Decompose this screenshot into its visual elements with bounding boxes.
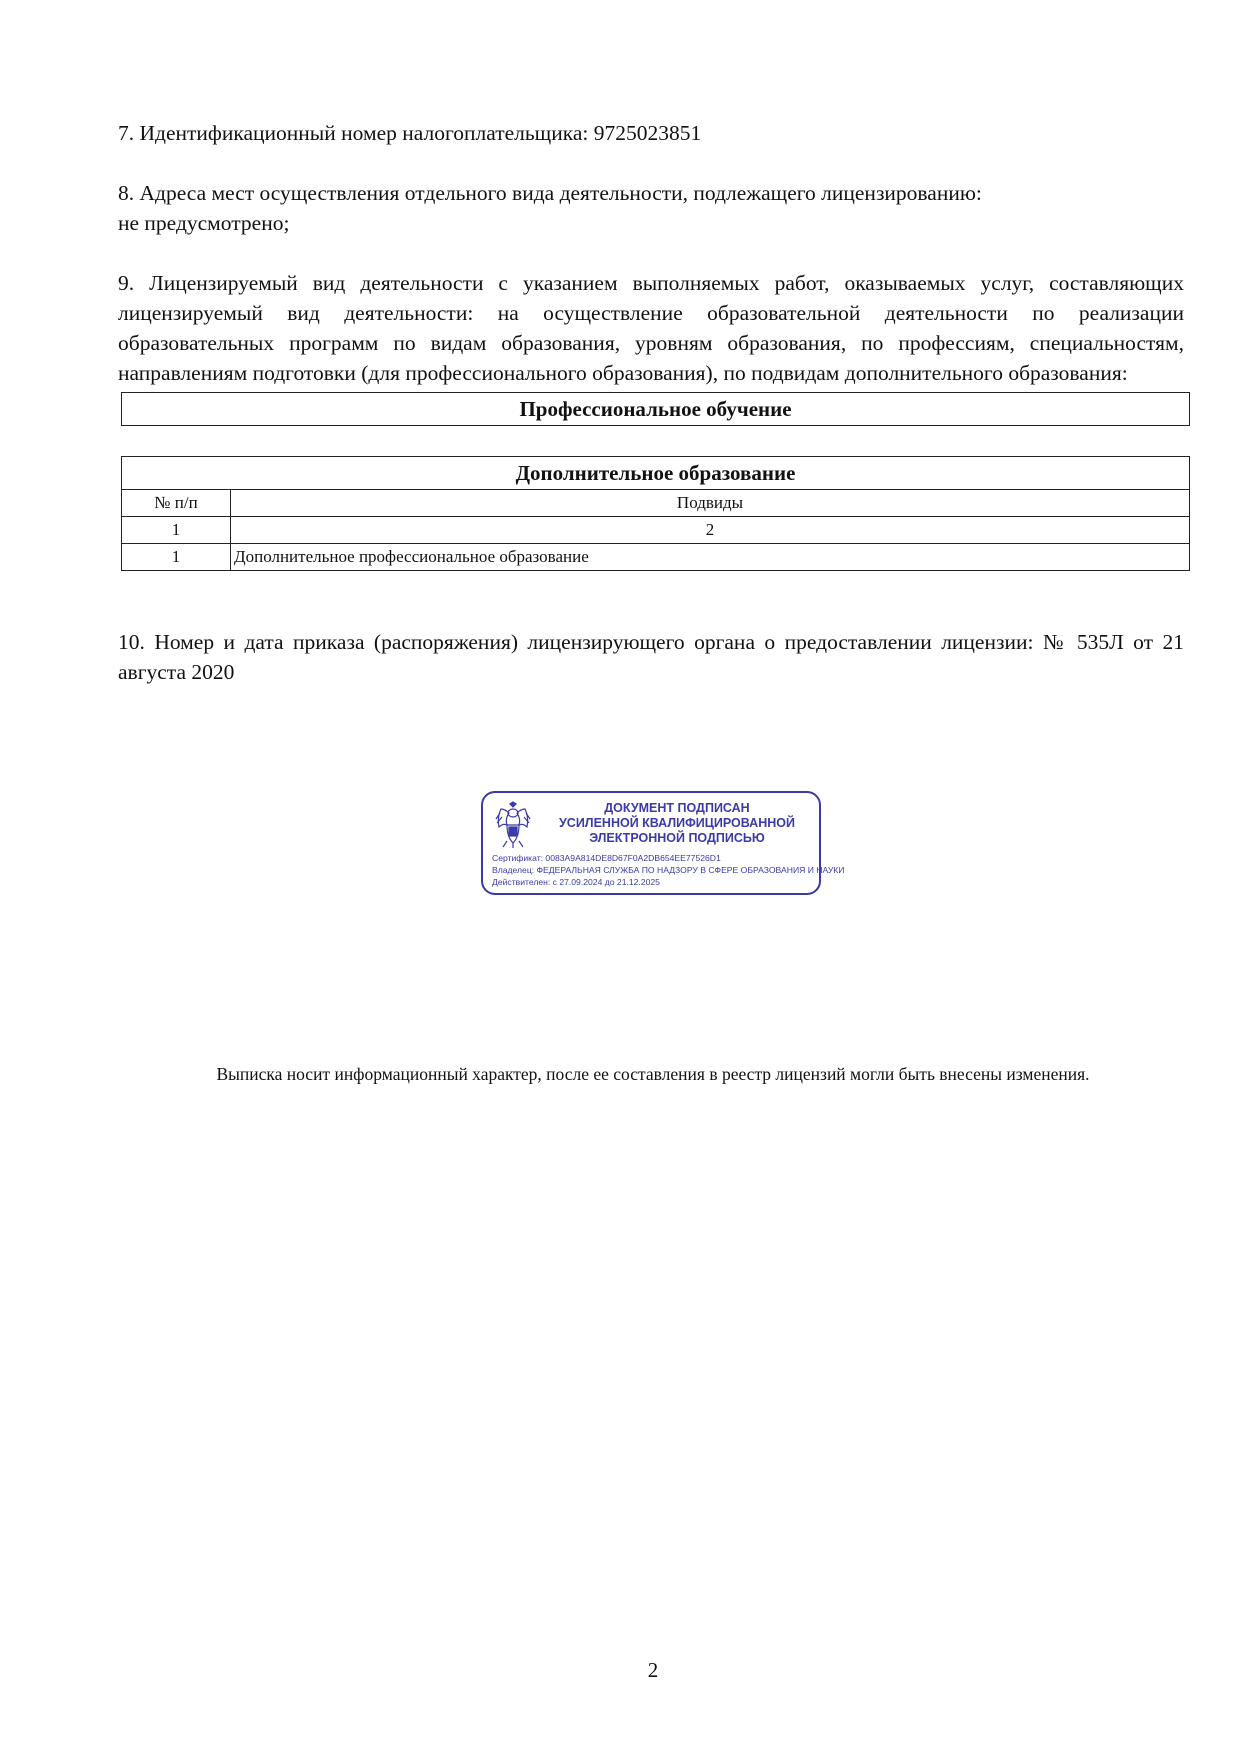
table-header-row — [122, 490, 1190, 517]
table-column-number-row — [122, 517, 1190, 544]
column-header-subtypes: Подвиды — [231, 490, 1190, 517]
section-10-order: 10. Номер и дата приказа (распоряжения) лицензирующего органа о предоставлении лицензии: № 535Л от 21 августа 2020 — [118, 630, 1184, 684]
stamp-title — [539, 801, 815, 846]
document-body — [118, 118, 1184, 687]
table-additional-education — [121, 456, 1190, 571]
column-header-number: № п/п — [122, 490, 231, 517]
coat-of-arms-icon — [493, 801, 533, 849]
section-9-activity: 9. Лицензируемый вид деятельности с указанием выполняемых работ, оказываемых услуг, составляющих лицензируемый вид деятельности: на осуществление образовательной деятельности по реализации образовательных программ по видам образования, уровням образования, по профессиям, специальностям, направлениям подготовки (для профессионального образования), по подвидам дополнительного образования: — [118, 271, 1184, 385]
column-number-1: 1 — [122, 517, 231, 544]
section-8-value: не предусмотрено; — [118, 211, 290, 235]
table-professional-training-title: Профессиональное обучение — [122, 393, 1190, 426]
column-number-2: 2 — [231, 517, 1190, 544]
table-professional-training — [121, 392, 1190, 426]
stamp-title-line-3: ЭЛЕКТРОННОЙ ПОДПИСЬЮ — [589, 831, 765, 845]
electronic-signature-stamp — [481, 791, 845, 895]
section-8-addresses: 8. Адреса мест осуществления отдельного вида деятельности, подлежащего лицензированию: — [118, 181, 982, 205]
row-number: 1 — [122, 544, 231, 571]
row-subtype: Дополнительное профессиональное образование — [231, 544, 1190, 571]
table-row — [122, 544, 1190, 571]
table-additional-education-title: Дополнительное образование — [122, 457, 1190, 490]
stamp-title-line-1: ДОКУМЕНТ ПОДПИСАН — [604, 801, 750, 815]
stamp-title-line-2: УСИЛЕННОЙ КВАЛИФИЦИРОВАННОЙ — [559, 816, 795, 830]
stamp-owner: Владелец: ФЕДЕРАЛЬНАЯ СЛУЖБА ПО НАДЗОРУ В СФЕРЕ ОБРАЗОВАНИЯ И НАУКИ — [492, 865, 845, 875]
disclaimer-note: Выписка носит информационный характер, после ее составления в реестр лицензий могли быть внесены изменения. — [216, 1064, 1090, 1084]
page-number: 2 — [647, 1658, 659, 1682]
section-7-inn: 7. Идентификационный номер налогоплательщика: 9725023851 — [118, 121, 702, 145]
stamp-certificate: Сертификат: 0083A9A814DE8D67F0A2DB654EE77526D1 — [492, 853, 721, 863]
stamp-validity: Действителен: с 27.09.2024 до 21.12.2025 — [492, 877, 660, 887]
